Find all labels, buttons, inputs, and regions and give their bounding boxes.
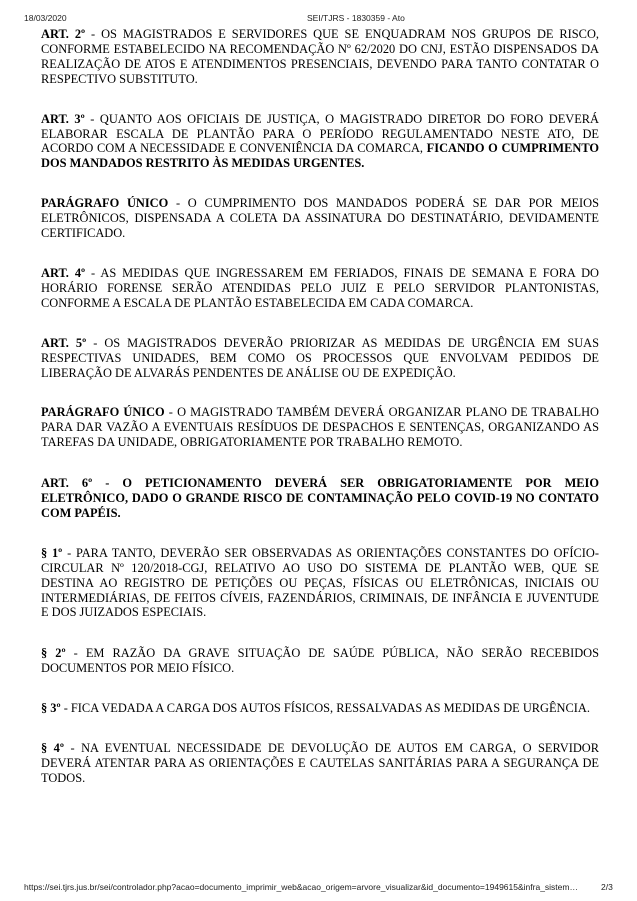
section-4: [41, 741, 599, 786]
article-3-text: - QUANTO AOS OFICIAIS DE JUSTIÇA, O MAGISTRADO DIRETOR DO FORO DEVERÁ ELABORAR ESCALA DE PLANTÃO PARA O PERÍODO REGULAMENTADO NESTE ATO, DE ACORDO COM A NECESSIDADE E CONVENIÊNCIA DA COMARCA,: [41, 111, 599, 156]
article-3: [41, 112, 599, 172]
article-6-text: ART. 6º - O PETICIONAMENTO DEVERÁ SER OBRIGATORIAMENTE POR MEIO ELETRÔNICO, DADO O GRANDE RISCO DE CONTAMINAÇÃO PELO COVID-19 NO CONTATO COM PAPÉIS.: [41, 476, 599, 520]
page-number: 2/3: [601, 882, 613, 892]
article-3-heading: ART. 3º: [41, 111, 85, 126]
article-2-heading: ART. 2º: [41, 27, 86, 41]
print-url: https://sei.tjrs.jus.br/sei/controlador.php?acao=documento_imprimir_web&acao_origem=arvore_visualizar&id_documento=1949615&infra_sistem…: [24, 882, 578, 892]
article-5-sole-text: - O MAGISTRADO TAMBÉM DEVERÁ ORGANIZAR PLANO DE TRABALHO PARA DAR VAZÃO A EVENTUAIS RESÍDUOS DE DESPACHOS E SENTENÇAS, ORGANIZANDO AS TAREFAS DA UNIDADE, OBRIGATORIAMENTE POR TRABALHO REMOTO.: [41, 405, 599, 450]
section-2: [41, 646, 599, 676]
section-4-text: - NA EVENTUAL NECESSIDADE DE DEVOLUÇÃO DE AUTOS EM CARGA, O SERVIDOR DEVERÁ ATENTAR PARA AS ORIENTAÇÕES E CAUTELAS SANITÁRIAS PARA A SEGURANÇA DE TODOS.: [41, 741, 599, 785]
article-5-text: - OS MAGISTRADOS DEVERÃO PRIORIZAR AS MEDIDAS DE URGÊNCIA EM SUAS RESPECTIVAS UNIDADES, BEM COMO OS PROCESSOS QUE ENVOLVAM PEDIDOS DE LIBERAÇÃO DE ALVARÁS PENDENTES DE ANÁLISE OU DE EXPEDIÇÃO.: [41, 335, 599, 380]
article-2: [41, 27, 599, 87]
article-2-text: - OS MAGISTRADOS E SERVIDORES QUE SE ENQUADRAM NOS GRUPOS DE RISCO, CONFORME ESTABELECIDO NA RECOMENDAÇÃO Nº 62/2020 DO CNJ, ESTÃO DISPENSADOS DA REALIZAÇÃO DE ATOS E ATENDIMENTOS PRESENCIAIS, DEVENDO PARA TANTO CONTATAR O RESPECTIVO SUBSTITUTO.: [41, 27, 599, 86]
article-3-sole-heading: PARÁGRAFO ÚNICO: [41, 196, 169, 211]
document-body: [41, 27, 599, 786]
section-1-heading: § 1º: [41, 545, 63, 560]
article-4: [41, 266, 599, 311]
section-2-text: - EM RAZÃO DA GRAVE SITUAÇÃO DE SAÚDE PÚBLICA, NÃO SERÃO RECEBIDOS DOCUMENTOS POR MEIO FÍSICO.: [41, 646, 599, 676]
section-1-text: - PARA TANTO, DEVERÃO SER OBSERVADAS AS ORIENTAÇÕES CONSTANTES DO OFÍCIO-CIRCULAR Nº 120/2018-CGJ, RELATIVO AO USO DO SISTEMA DE PLANTÃO WEB, QUE SE DESTINA AO REGISTRO DE PETIÇÕES OU PEÇAS, FÍSICAS OU ELETRÔNICAS, INICIAIS OU INTERMEDIÁRIAS, DE FEITOS CÍVEIS, FAZENDÁRIOS, CRIMINAIS, DE INFÂNCIA E JUVENTUDE E DOS JUIZADOS ESPECIAIS.: [41, 545, 599, 620]
article-3-sole-text: - O CUMPRIMENTO DOS MANDADOS PODERÁ SE DAR POR MEIOS ELETRÔNICOS, DISPENSADA A COLETA DA ASSINATURA DO DESTINATÁRIO, DEVIDAMENTE CERTIFICADO.: [41, 196, 599, 241]
article-5: [41, 336, 599, 381]
article-3-sole-paragraph: [41, 196, 599, 241]
article-5-sole-heading: PARÁGRAFO ÚNICO: [41, 405, 165, 420]
section-3-heading: § 3º: [41, 701, 61, 716]
article-4-heading: ART. 4º: [41, 265, 86, 280]
article-3-emphasis: FICANDO O CUMPRIMENTO DOS MANDADOS RESTRITO ÀS MEDIDAS URGENTES.: [41, 141, 599, 171]
section-3: [41, 701, 599, 716]
section-2-heading: § 2º: [41, 646, 66, 661]
print-title: SEI/TJRS - 1830359 - Ato: [307, 13, 405, 23]
article-5-sole-paragraph: [41, 405, 599, 450]
section-1: [41, 546, 599, 621]
article-5-heading: ART. 5º: [41, 335, 87, 350]
print-date: 18/03/2020: [24, 13, 67, 23]
article-4-text: - AS MEDIDAS QUE INGRESSAREM EM FERIADOS, FINAIS DE SEMANA E FORA DO HORÁRIO FORENSE SERÃO ATENDIDAS PELO JUIZ E PELO SERVIDOR PLANTONISTAS, CONFORME A ESCALA DE PLANTÃO ESTABELECIDA EM CADA COMARCA.: [41, 265, 599, 310]
section-4-heading: § 4º: [41, 741, 64, 756]
section-3-text: - FICA VEDADA A CARGA DOS AUTOS FÍSICOS, RESSALVADAS AS MEDIDAS DE URGÊNCIA.: [60, 701, 590, 716]
article-6: [41, 476, 599, 521]
